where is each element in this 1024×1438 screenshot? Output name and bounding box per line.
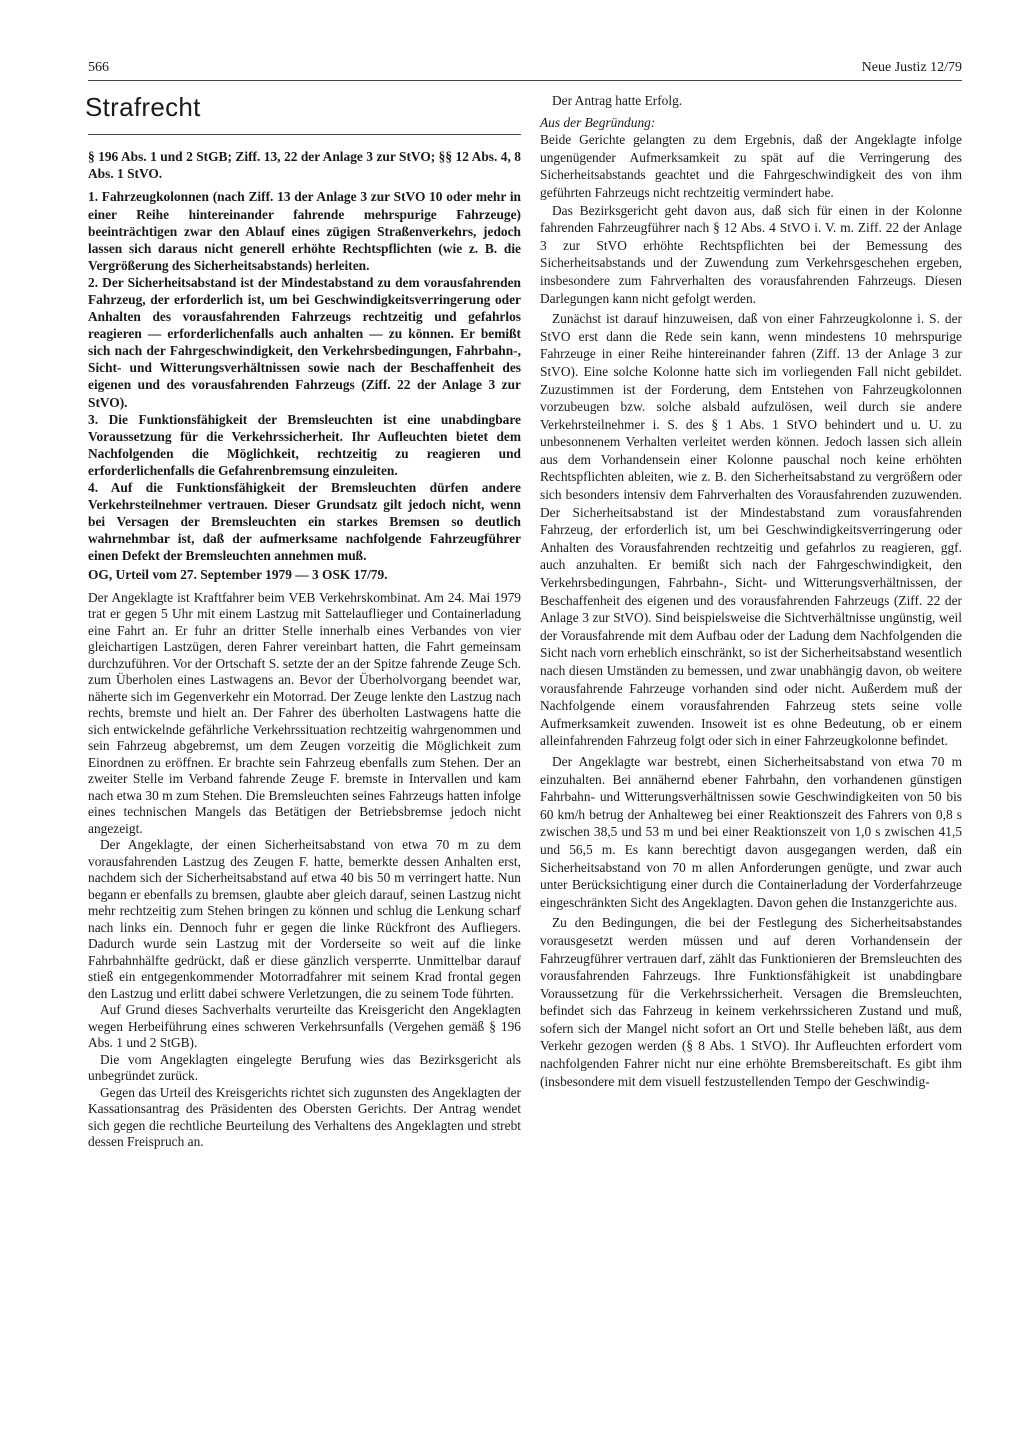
reasoning-paragraph-5: Zu den Bedingungen, die bei der Festlegung des Sicherheitsabstandes vorausgesetzt werden müssen und auf deren Vorhandensein der Fahrzeugführer vertrauen darf, zählt das Funktionieren der Bremsleuchten des vorausfahrenden Fahrzeugs. Ihre Funktionsfähigkeit ist unabdingbare Voraussetzung für die Verkehrssicherheit. Versagen die Bremsleuchten, befindet sich das Fahrzeug in keinem verkehrssicheren Zustand und muß, sofern sich der Mangel nicht sofort an Ort und Stelle beheben läßt, aus dem Verkehr gezogen werden (§ 8 Abs. 1 StVO). Ihr Aufleuchten erfordert vom nachfolgenden Fahrer nicht nur eine erhöhte Bremsbereitschaft. Es gibt ihm (insbesondere mit dem visuell festzustellenden Tempo der Geschwindig- (540, 915, 962, 1089)
judgment-citation: OG, Urteil vom 27. September 1979 — 3 OSK 17/79. (88, 567, 388, 583)
facts-paragraph-1: Der Angeklagte ist Kraftfahrer beim VEB Verkehrskombinat. Am 24. Mai 1979 trat er gegen 5 Uhr mit einem Lastzug mit Sattelauflieger und Containerladung eine Fahrt an. Er fuhr an dritter Stelle innerhalb eines Verbandes von vier gleichartigen Lastzügen, deren Fahrer vereinbart hatten, die Fahrt gemeinsam durchzuführen. Vor der Ortschaft S. setzte der an der Spitze fahrende Zeuge Sch. zum Überholen eines Lastwagens an. Bevor der Überholvorgang beendet war, näherte sich im Gegenverkehr ein Motorrad. Der Zeuge lenkte den Lastzug nach rechts, bremste und hielt an. Der Fahrer des überholten Lastwagens hatte die sich entwickelnde gefährliche Verkehrssituation rechtzeitig wahrgenommen und sein Fahrzeug abgebremst, um dem Zeugen vorzeitig die Möglichkeit zum Einordnen zu eröffnen. Er brachte sein Fahrzeug ebenfalls zum Stehen. Der an zweiter Stelle im Verband fahrende Zeuge F. bremste in Intervallen und kam nach etwa 30 m zum Stehen. Die Bremsleuchten seines Fahrzeugs hatten infolge eines technischen Mangels das Betätigen der Betriebsbremse jedoch nicht angezeigt. (88, 589, 521, 836)
header-rule (88, 80, 962, 81)
right-column (540, 92, 962, 1090)
page-number: 566 (88, 60, 109, 75)
facts-paragraph-2: Der Angeklagte, der einen Sicherheitsabstand von etwa 70 m zu dem vorausfahrenden Lastzug des Zeugen F. hatte, bemerkte dessen Anhalten erst, nachdem sich der Sicherheitsabstand auf etwa 40 bis 50 m verringert hatte. Nun begann er ebenfalls zu bremsen, glaubte aber gleich darauf, seinen Lastzug nicht mehr rechtzeitig zum Stehen bringen zu können und schlug die Lenkung scharf nach links ein. Dennoch fuhr er gegen die linke Rückfront des Aufliegers. Dadurch wurde sein Lastzug mit der Vorderseite so weit auf die linke Fahrbahnhälfte gedrückt, daß er diese gänzlich versperrte. Unmittelbar darauf stieß ein entgegenkommender Motorradfahrer mit seinem Krad frontal gegen den Lastzug und erlitt dabei schwere Verletzungen, die zu seinem Tode führten. (88, 837, 521, 1001)
facts-paragraph-4: Die vom Angeklagten eingelegte Berufung wies das Bezirksgericht als unbegründet zurück. (88, 1051, 521, 1084)
headnote-4: 4. Auf die Funktionsfähigkeit der Bremsleuchten dürfen andere Verkehrsteilnehmer vertrauen. Dieser Grundsatz gilt jedoch nicht, wenn bei Versagen der Bremsleuchten ein starkes Bremsen so deutlich wahrnehmbar ist, daß der aufmerksame nachfolgende Fahrzeugführer einen Defekt der Bremsleuchten annehmen muß. (88, 480, 521, 564)
facts-paragraph-5: Gegen das Urteil des Kreisgerichts richtet sich zugunsten des Angeklagten der Kassationsantrag des Präsidenten des Obersten Gerichts. Der Antrag wendet sich gegen die rechtliche Beurteilung des Verhaltens des Angeklagten und strebt dessen Freispruch an. (88, 1084, 521, 1150)
reasoning-paragraph-4: Der Angeklagte war bestrebt, einen Sicherheitsabstand von etwa 70 m einzuhalten. Bei annähernd ebener Fahrbahn, den vorhandenen günstigen Fahrbahn- und Witterungsverhältnissen sowie Geschwindigkeiten von 50 bis 60 km/h betrug der Anhalteweg bei einer Reaktionszeit des Fahrers von 0,8 s zwischen 38,5 und 53 m und bei einer Reaktionszeit von 1,0 s zwischen 41,5 und 56,5 m. Es kann berechtigt davon ausgegangen werden, daß ein Sicherheitsabstand von 70 m allen Anforderungen genügte, und zwar auch unter Berücksichtigung einer durch die Containerladung der Vorderfahrzeuge eingeschränkten Sicht des Angeklagten. Davon gehen die Instanzgerichte aus. (540, 753, 962, 910)
statute-reference: § 196 Abs. 1 und 2 StGB; Ziff. 13, 22 der Anlage 3 zur StVO; §§ 12 Abs. 4, 8 Abs. 1 StVO. (88, 149, 521, 182)
left-column (88, 148, 521, 1151)
headnote-2: 2. Der Sicherheitsabstand ist der Mindestabstand zu dem vorausfahrenden Fahrzeug, der erforderlich ist, um bei Geschwindigkeitsverringerung oder Anhalten des vorausfahrenden Fahrzeugs rechtzeitig und gefahrlos reagieren — erforderlichenfalls auch anhalten — zu können. Er bemißt sich nach der Fahrgeschwindigkeit, den Verkehrsbedingungen, Fahrbahn-, Sicht- und Witterungsverhältnissen sowie nach der Beschaffenheit des eigenen und des vorausfahrenden Fahrzeugs (Ziff. 22 der Anlage 3 zur StVO). (88, 274, 521, 410)
section-title-rule (88, 134, 521, 135)
headnote-3: 3. Die Funktionsfähigkeit der Bremsleuchten ist eine unabdingbare Voraussetzung für die Verkehrssicherheit. Ihr Aufleuchten bietet dem Nachfolgenden die Möglichkeit, rechtzeitig zu reagieren und erforderlichenfalls die Gefahrenbremsung einzuleiten. (88, 411, 521, 478)
reasoning-subheading: Aus der Begründung: (540, 114, 656, 130)
headnote-1: 1. Fahrzeugkolonnen (nach Ziff. 13 der Anlage 3 zur StVO 10 oder mehr in einer Reihe hintereinander fahrende mehrspurige Fahrzeuge) beeinträchtigen zwar den Ablauf eines zügigen Straßenverkehrs, jedoch lassen sich daraus nicht generell erhöhte Rechtspflichten (wie z. B. die Vergrößerung des Sicherheitsabstands) herleiten. (88, 189, 521, 273)
journal-issue: Neue Justiz 12/79 (861, 60, 962, 75)
reasoning-paragraph-1: Beide Gerichte gelangten zu dem Ergebnis, daß der Angeklagte infolge ungenügender Aufmerksamkeit zu spät auf die Verringerung des Sicherheitsabstands geachtet und die Fahrgeschwindigkeit des von ihm geführten Fahrzeugs nicht rechtzeitig vermindert habe. (540, 132, 962, 200)
reasoning-paragraph-2: Das Bezirksgericht geht davon aus, daß sich für einen in der Kolonne fahrenden Fahrzeugführer nach § 12 Abs. 4 StVO i. V. m. Ziff. 22 der Anlage 3 zur StVO erhöhte Rechtspflichten bei der Bemessung des Sicherheitsabstands und der Zuwendung zum Verkehrsgeschehen ergeben, insbesondere zum Fahrverhalten des vorausfahrenden Fahrzeugs. Diesen Darlegungen kann nicht gefolgt werden. (540, 202, 962, 306)
outcome-line: Der Antrag hatte Erfolg. (552, 93, 683, 108)
reasoning-paragraph-3: Zunächst ist darauf hinzuweisen, daß von einer Fahrzeugkolonne i. S. der StVO erst dann die Rede sein kann, wenn mindestens 10 mehrspurige Fahrzeuge in einer Reihe hintereinander fahren (Ziff. 13 der Anlage 3 zur StVO). Eine solche Kolonne hatte sich im vorliegenden Fall nicht gebildet. Zuzustimmen ist der Forderung, dem Entstehen von Fahrzeugkolonnen vorzubeugen bzw. solche alsbald aufzulösen, weil durch sie andere Verkehrsteilnehmer i. S. des § 1 Abs. 1 StVO behindert und u. U. zu unbesonnenem Verhalten verleitet werden können. Jedoch lassen sich allein aus dem Vorhandensein einer Kolonne pauschal noch keine erhöhten Rechtspflichten ableiten, wie z. B. den Sicherheitsabstand zu vergrößern oder sich besonders intensiv dem Fahrverhalten des Vorausfahrenden zuzuwenden. Der Sicherheitsabstand ist der Mindestabstand zum vorausfahrenden Fahrzeug, der erforderlich ist, um bei Geschwindigkeitsverringerung oder Anhalten des Vorausfahrenden rechtzeitig und gefahrlos zu reagieren, ggf. auch anzuhalten. Er bemißt sich nach der Fahrgeschwindigkeit, den Verkehrsbedingungen, Fahrbahn-, Sicht- und Witterungsverhältnissen, der Beschaffenheit des eigenen und des vorausfahrenden Fahrzeugs (Ziff. 22 der Anlage 3 zur StVO). Sind beispielsweise die Sichtverhältnisse ungünstig, weil der Vorausfahrende mit dem Aufbau oder der Ladung dem Nachfolgenden die Sicht nach vorn erheblich einschränkt, so ist der Sicherheitsabstand wesentlich nach diesen Umständen zu bemessen, und zwar unabhängig davon, ob weitere vorausfahrende Fahrzeuge vorhanden sind oder nicht. Außerdem muß der Nachfolgende einem vorausfahrenden Fahrzeug stets seine volle Aufmerksamkeit zuwenden. Insoweit ist es ohne Bedeutung, ob er einem alleinfahrenden Fahrzeug folgt oder sich in einer Fahrzeugkolonne befindet. (540, 311, 962, 749)
section-title: Strafrecht (85, 92, 201, 122)
facts-paragraph-3: Auf Grund dieses Sachverhalts verurteilte das Kreisgericht den Angeklagten wegen Herbeiführung eines schweren Verkehrsunfalls (Vergehen gemäß § 196 Abs. 1 und 2 StGB). (88, 1002, 521, 1051)
